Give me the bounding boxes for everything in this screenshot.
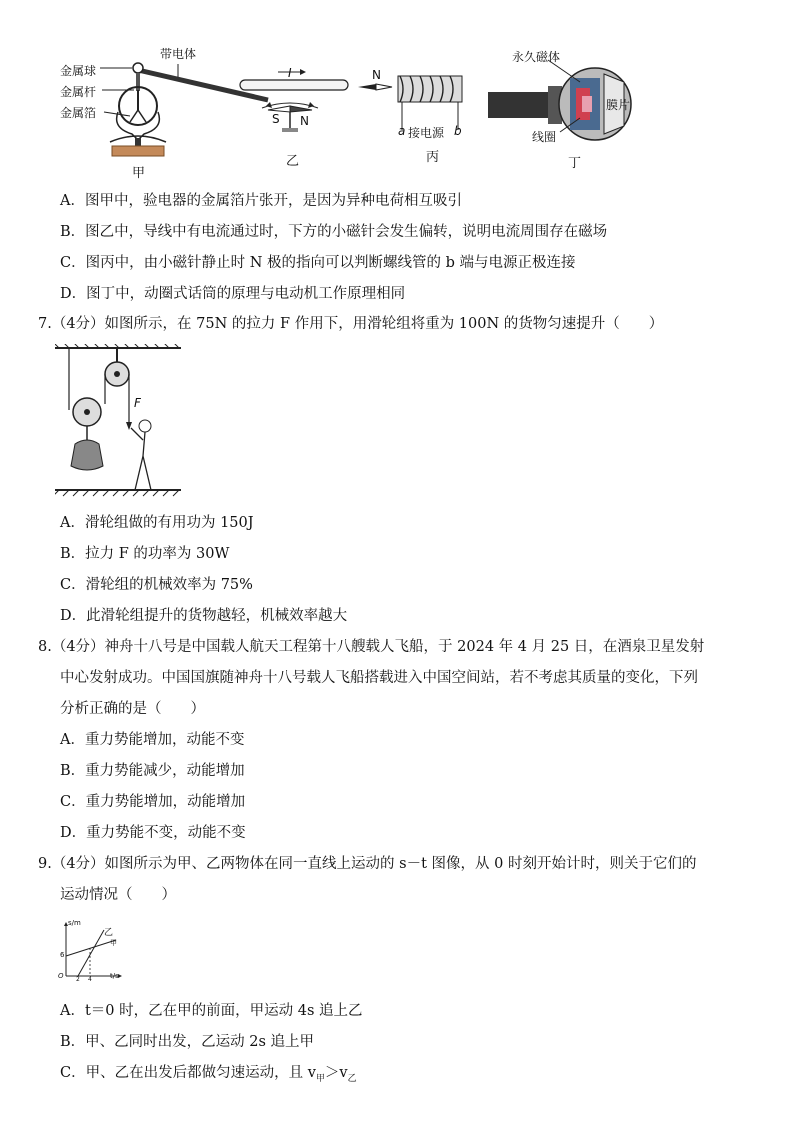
q9-option-a: A．t＝0 时，乙在甲的前面，甲运动 4s 追上乙 <box>60 1003 363 1019</box>
q6-option-b: B．图乙中，导线中有电流通过时，下方的小磁针会发生偏转，说明电流周围存在磁场 <box>60 224 608 240</box>
q8-stem-line-1: 8.（4分）神舟十八号是中国载人航天工程第十八艘载人飞船，于 2024 年 4 月 25 日，在酒泉卫星发射 <box>38 639 705 655</box>
q7-option-b: B．拉力 F 的功率为 30W <box>60 546 230 562</box>
graph-xlabel: t/s <box>110 972 119 980</box>
label-charged-body: 带电体 <box>160 47 197 61</box>
q8-option-d: D．重力势能不变，动能不变 <box>60 825 246 841</box>
graph-origin: O <box>58 972 64 980</box>
graph-ylabel: s/m <box>68 919 81 927</box>
caption-bing: 丙 <box>426 150 440 165</box>
q7-option-d: D．此滑轮组提升的货物越轻，机械效率越大 <box>60 608 348 624</box>
q8-stem-line-3: 分析正确的是（ ） <box>60 701 205 717</box>
q9-option-c-sub-yi: 乙 <box>347 1073 357 1084</box>
label-compass-s: S <box>272 112 280 126</box>
q9-stem-line-2: 运动情况（ ） <box>60 887 176 903</box>
q8-stem-line-2: 中心发射成功。中国国旗随神舟十八号载人飞船搭载进入中国空间站，若不考虑其质量的变化，下列 <box>60 670 698 686</box>
solenoid-figure <box>358 76 462 130</box>
caption-ding: 丁 <box>568 156 582 171</box>
label-permanent-magnet: 永久磁体 <box>512 50 561 64</box>
q6-option-c: C．图丙中，由小磁针静止时 N 极的指向可以判断螺线管的 b 端与电源正极连接 <box>60 255 576 271</box>
graph-series-yi: 乙 <box>104 928 114 938</box>
q9-stem-line-1: 9.（4分）如图所示为甲、乙两物体在同一直线上运动的 s－t 图像，从 0 时刻开始计时，则关于它们的 <box>38 856 697 872</box>
label-power-source: 接电源 <box>408 126 445 140</box>
q9-option-c-gt: ＞v <box>324 1065 348 1081</box>
label-metal-foil: 金属箔 <box>60 106 97 120</box>
label-end-a: a <box>398 124 406 138</box>
label-end-b: b <box>454 124 462 138</box>
label-diaphragm: 膜片 <box>606 98 631 112</box>
caption-yi: 乙 <box>286 154 300 169</box>
label-needle-n: N <box>372 68 381 82</box>
wire-compass-figure <box>240 69 348 132</box>
graph-x-tick-4: 4 <box>88 976 92 983</box>
q7-option-a: A．滑轮组做的有用功为 150J <box>60 515 254 531</box>
label-metal-rod: 金属杆 <box>60 85 97 99</box>
graph-series-jia: 甲 <box>110 939 117 947</box>
caption-jia: 甲 <box>132 166 146 181</box>
q9-option-c-sub-jia: 甲 <box>315 1073 325 1084</box>
q8-option-a: A．重力势能增加，动能不变 <box>60 732 245 748</box>
q9-option-b: B．甲、乙同时出发，乙运动 2s 追上甲 <box>60 1034 315 1050</box>
label-current: I <box>288 66 292 80</box>
label-compass-n: N <box>300 114 309 128</box>
graph-x-tick-2: 2 <box>76 976 80 983</box>
q8-option-b: B．重力势能减少，动能增加 <box>60 763 245 779</box>
label-coil: 线圈 <box>532 130 557 144</box>
q6-figure-strip <box>0 0 794 190</box>
q9-option-c <box>60 1063 357 1089</box>
q8-option-c: C．重力势能增加，动能增加 <box>60 794 246 810</box>
pulley-figure <box>55 344 185 500</box>
q6-option-a: A．图甲中，验电器的金属箔片张开，是因为异种电荷相互吸引 <box>60 193 462 209</box>
electroscope-figure <box>100 63 268 156</box>
q9-option-c-text: C．甲、乙在出发后都做匀速运动，且 v <box>60 1065 316 1081</box>
graph-y-tick: 6 <box>60 951 65 959</box>
label-force-f: F <box>134 396 141 410</box>
q6-option-d: D．图丁中，动圈式话筒的原理与电动机工作原理相同 <box>60 286 406 302</box>
q7-option-c: C．滑轮组的机械效率为 75% <box>60 577 253 593</box>
q7-stem: 7.（4分）如图所示，在 75N 的拉力 F 作用下，用滑轮组将重为 100N 的货物匀速提升（ ） <box>38 316 664 332</box>
label-metal-ball: 金属球 <box>60 64 97 78</box>
